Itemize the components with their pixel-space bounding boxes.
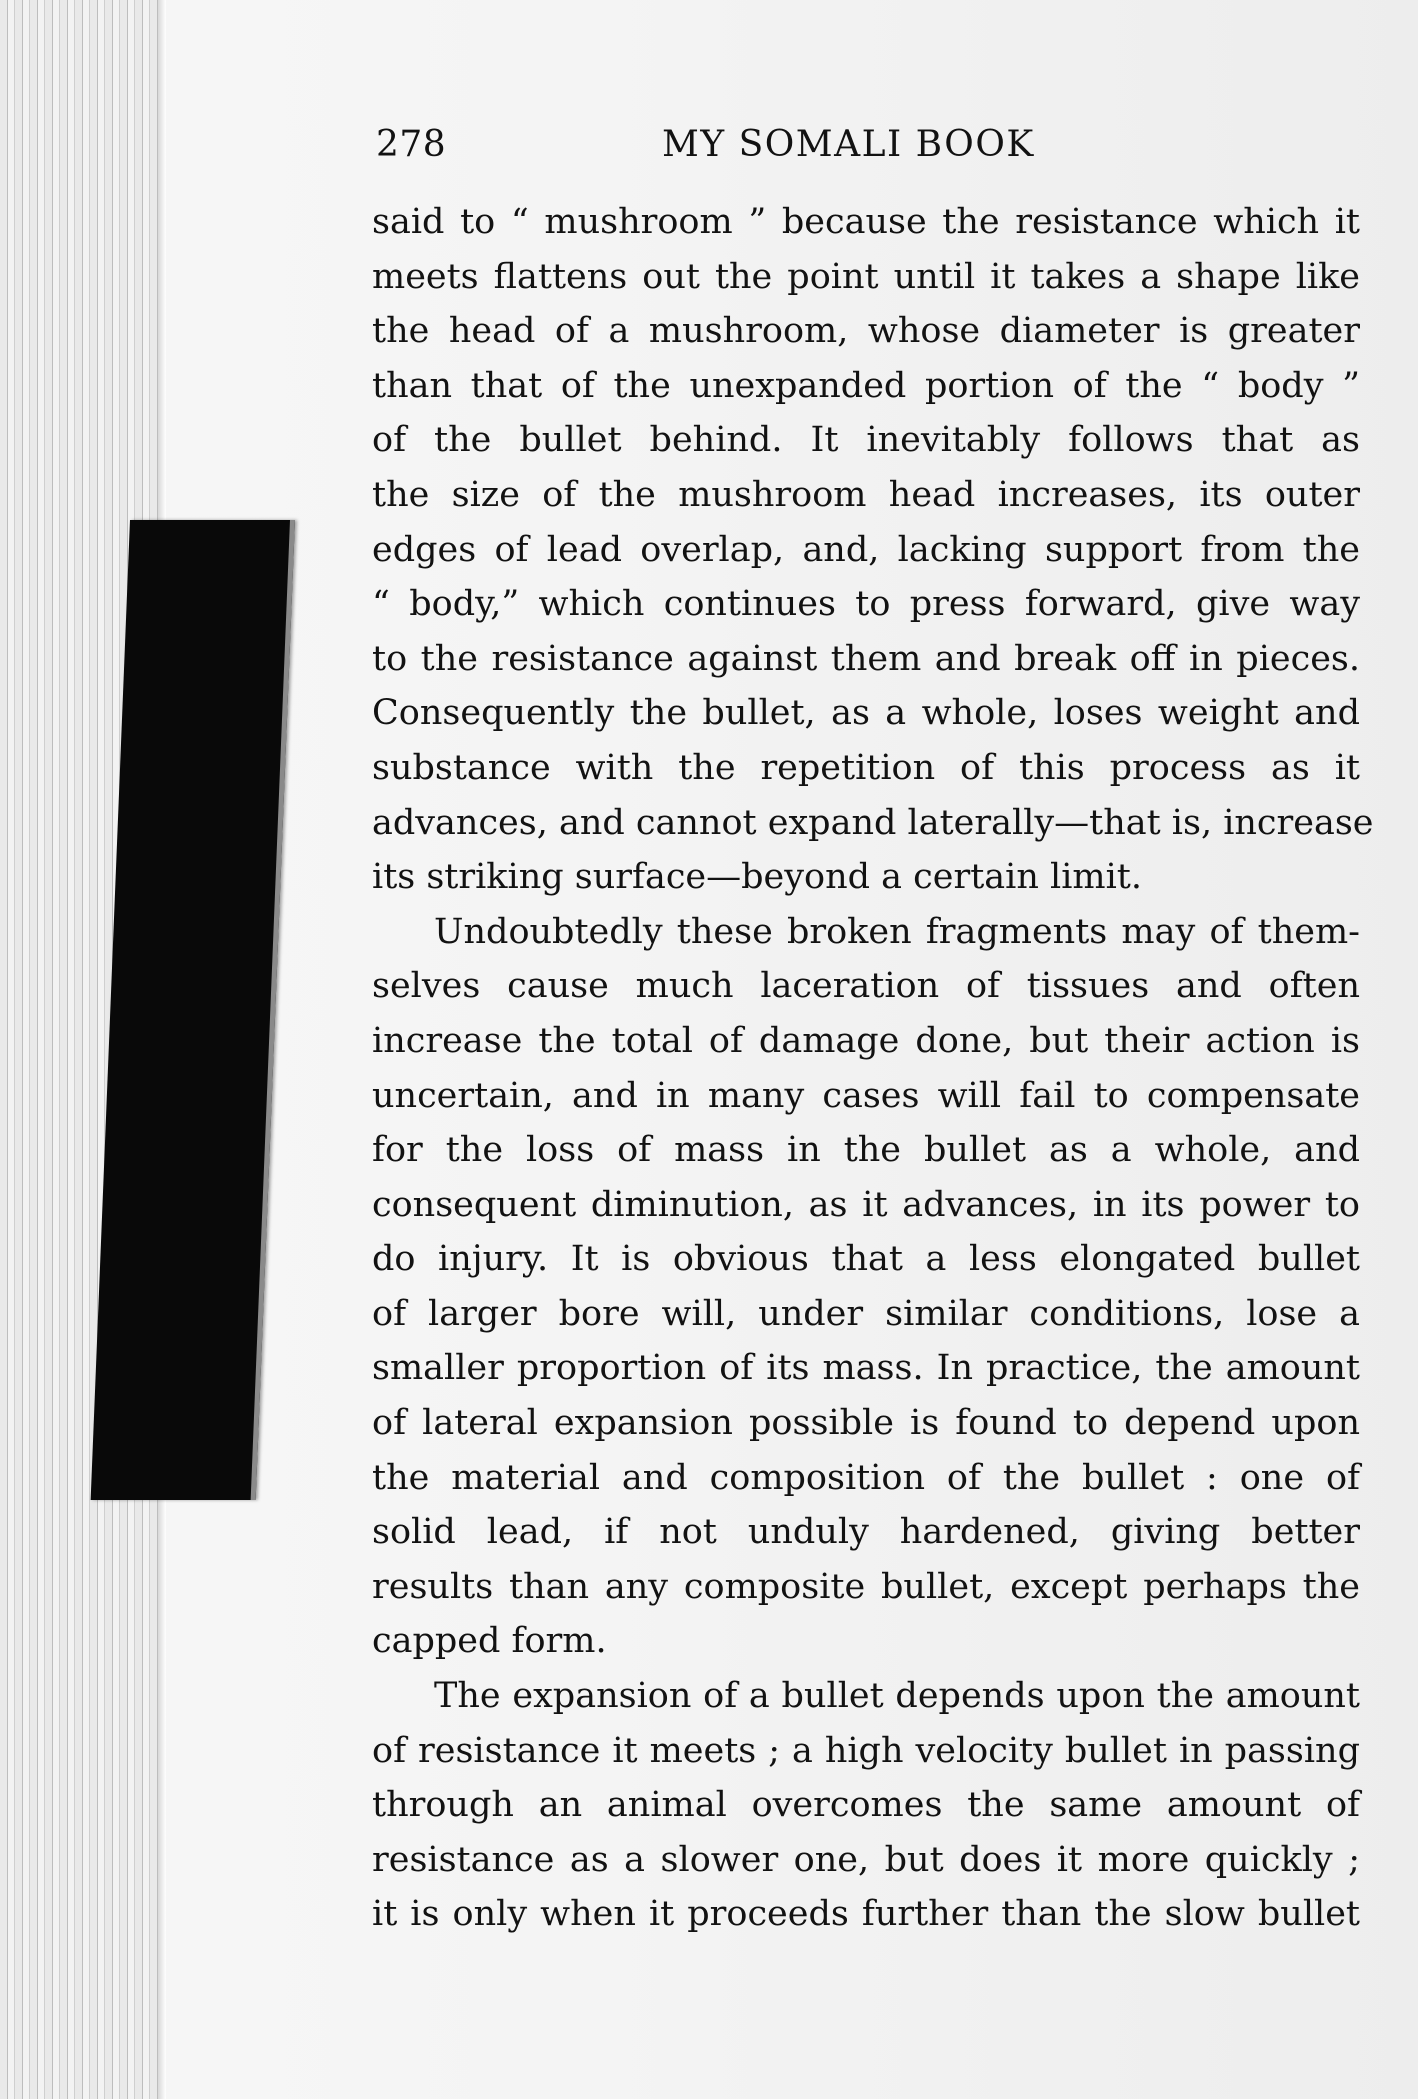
body-text xyxy=(372,195,1374,1942)
text-line: Undoubtedly these broken fragments may of them- xyxy=(434,911,1360,952)
text-line: edges of lead overlap, and, lacking support from the xyxy=(372,529,1360,570)
text-line: said to “ mushroom ” because the resistance which it xyxy=(372,202,1360,242)
text-line: consequent diminution, as it advances, in its power to xyxy=(372,1184,1360,1225)
paragraph xyxy=(372,1669,1360,1942)
running-head xyxy=(372,118,1360,174)
text-line: than that of the unexpanded portion of the “ body ” xyxy=(372,365,1360,406)
text-line: do injury. It is obvious that a less elongated bullet xyxy=(372,1239,1360,1280)
text-line: uncertain, and in many cases will fail to compensate xyxy=(372,1075,1360,1116)
text-line: resistance as a slower one, but does it more quickly ; xyxy=(372,1839,1360,1880)
text-line: Consequently the bullet, as a whole, loses weight and xyxy=(372,693,1360,734)
paragraph xyxy=(372,905,1360,1669)
text-line: increase the total of damage done, but their action is xyxy=(372,1020,1360,1061)
text-line: of lateral expansion possible is found to depend upon xyxy=(372,1403,1360,1444)
text-line: “ body,” which continues to press forward, give way xyxy=(372,584,1360,625)
text-line: for the loss of mass in the bullet as a whole, and xyxy=(372,1130,1360,1171)
text-line: through an animal overcomes the same amount of xyxy=(372,1785,1360,1826)
text-line: The expansion of a bullet depends upon the amount xyxy=(434,1676,1360,1717)
text-line: the material and composition of the bullet : one of xyxy=(372,1457,1360,1498)
text-line: of resistance it meets ; a high velocity bullet in passing xyxy=(372,1730,1360,1771)
text-line: of larger bore will, under similar conditions, lose a xyxy=(372,1293,1360,1334)
paragraph xyxy=(372,195,1374,905)
text-line: it is only when it proceeds further than the slow bullet xyxy=(372,1894,1360,1935)
text-line: selves cause much laceration of tissues and often xyxy=(372,966,1360,1007)
text-line: to the resistance against them and break off in pieces. xyxy=(372,638,1360,679)
text-line: substance with the repetition of this process as it xyxy=(372,747,1360,788)
page-number: 278 xyxy=(376,124,447,165)
text-line: results than any composite bullet, except perhaps the xyxy=(372,1566,1360,1607)
text-line: smaller proportion of its mass. In practice, the amount xyxy=(372,1348,1360,1389)
text-line: the size of the mushroom head increases, its outer xyxy=(372,474,1360,515)
text-line: solid lead, if not unduly hardened, giving better xyxy=(372,1512,1360,1553)
text-line: advances, and cannot expand laterally—that is, increase xyxy=(372,802,1374,843)
text-line: capped form. xyxy=(372,1621,607,1662)
text-line: the head of a mushroom, whose diameter is greater xyxy=(372,311,1360,352)
text-line: of the bullet behind. It inevitably follows that as xyxy=(372,420,1360,461)
text-line: meets flattens out the point until it takes a shape like xyxy=(372,256,1360,297)
text-line: its striking surface—beyond a certain limit. xyxy=(372,857,1142,898)
running-title: MY SOMALI BOOK xyxy=(662,124,1035,165)
